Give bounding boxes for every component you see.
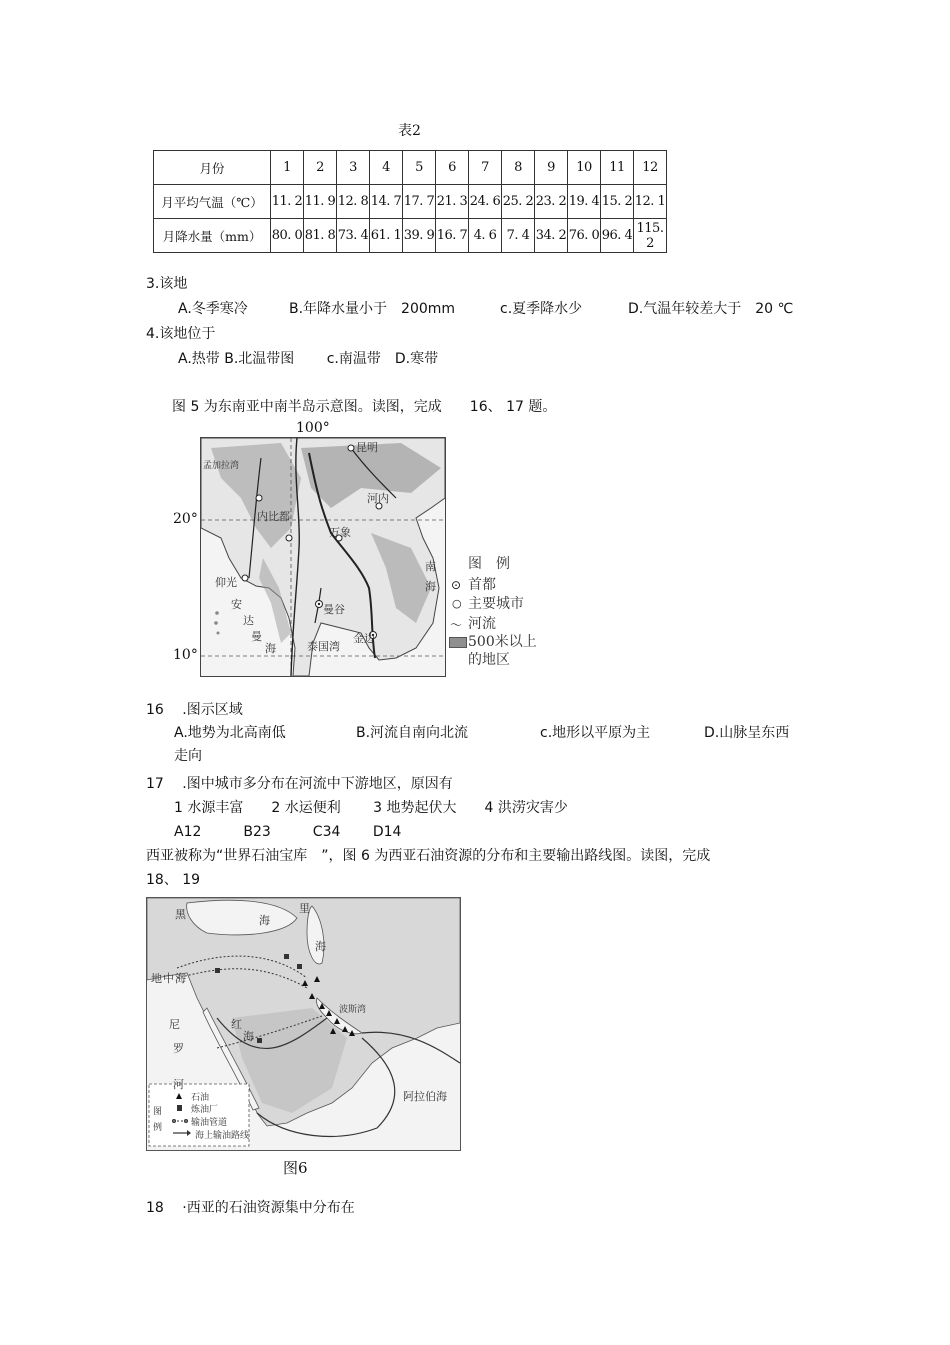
question-4-options: A.热带 B.北温带图 c.南温带 D.寒带 [178, 351, 439, 367]
question-3-option-a: A.冬季寒冷 [178, 301, 248, 317]
table-cell: 19. 4 [568, 185, 601, 219]
table-cell: 115. 2 [634, 219, 667, 253]
map5-legend-elevated: 500米以上 [468, 634, 537, 650]
city-icon: ○ [452, 597, 462, 610]
question-18-stem: 18 ·西亚的石油资源集中分布在 [146, 1200, 355, 1216]
map-label-kunming: 昆明 [356, 441, 378, 454]
map6-label-med-1: 地 [151, 972, 162, 985]
map-label-andaman-4: 海 [265, 642, 276, 655]
figure-6-caption: 图6 [283, 1159, 308, 1177]
table-header-month: 月份 [154, 151, 271, 185]
map6-label-black-sea-2: 海 [259, 914, 270, 927]
table-cell: 5 [403, 151, 436, 185]
table-cell: 61. 1 [370, 219, 403, 253]
table-caption: 表2 [398, 123, 421, 139]
figure-6-intro-2: 18、 19 [146, 872, 201, 888]
table-cell: 12 [634, 151, 667, 185]
map6-legend-pipeline: 输油管道 [191, 1118, 228, 1128]
table-cell: 11. 2 [271, 185, 304, 219]
map5-legend-capital: 首都 [468, 577, 496, 593]
map6-label-persian-gulf: 波斯湾 [339, 1005, 367, 1015]
question-16-option-b: B.河流自南向北流 [356, 725, 469, 741]
map6-legend-title-2: 例 [153, 1123, 163, 1133]
map-label-lat-10: 10° [173, 647, 198, 663]
question-17-items: 1 水源丰富 2 水运便利 3 地势起伏大 4 洪涝灾害少 [174, 800, 568, 816]
figure-6-intro: 西亚被称为“世界石油宝库 ”，图 6 为西亚石油资源的分布和主要输出路线图。读图，完成 [146, 848, 711, 864]
table-cell: 17. 7 [403, 185, 436, 219]
map6-legend-title-1: 图 [153, 1107, 163, 1117]
map-label-naypyidaw: 内比都 [257, 510, 290, 523]
map-west-asia [146, 897, 461, 1151]
table-cell: 11. 9 [304, 185, 337, 219]
table-cell: 73. 4 [337, 219, 370, 253]
table-cell: 80. 0 [271, 219, 304, 253]
question-16-option-d: D.山脉呈东西 [704, 725, 790, 741]
question-16-stem: 16 .图示区域 [146, 702, 243, 718]
map5-legend-river: 河流 [468, 616, 496, 632]
map5-legend-title: 图 例 [468, 556, 510, 572]
map-label-lat-20: 20° [173, 511, 198, 527]
table-cell: 39. 9 [403, 219, 436, 253]
table-cell: 9 [535, 151, 568, 185]
map-label-gulf-thailand: 泰国湾 [307, 640, 340, 653]
question-17-options: A12 B23 C34 D14 [174, 824, 402, 840]
table-row-precipitation [154, 219, 667, 253]
table-cell: 2 [304, 151, 337, 185]
table-row-temperature [154, 185, 667, 219]
table-cell: 15. 2 [601, 185, 634, 219]
table-cell: 76. 0 [568, 219, 601, 253]
question-16-option-d-continued: 走向 [174, 748, 202, 764]
map6-legend-sea-route: 海上输油路线 [195, 1131, 250, 1141]
question-3-option-d: D.气温年较差大于 20 ℃ [628, 301, 794, 317]
table-cell: 23. 2 [535, 185, 568, 219]
table-cell: 16. 7 [436, 219, 469, 253]
table-cell: 25. 2 [502, 185, 535, 219]
question-16-option-a: A.地势为北高南低 [174, 725, 286, 741]
map-label-longitude: 100° [296, 420, 330, 436]
map-label-hanoi: 河内 [367, 492, 389, 505]
table-cell: 6 [436, 151, 469, 185]
map-label-bay-bengal: 孟加拉湾 [203, 461, 240, 471]
table-header-temperature: 月平均气温（℃） [154, 185, 271, 219]
table-cell: 12. 8 [337, 185, 370, 219]
table-cell: 4 [370, 151, 403, 185]
map-label-bangkok: 曼谷 [323, 603, 345, 616]
table-cell: 8 [502, 151, 535, 185]
table-cell: 34. 2 [535, 219, 568, 253]
map6-label-nile-1: 尼 [169, 1018, 180, 1031]
river-icon: 〜 [450, 618, 463, 632]
map-label-andaman-2: 达 [243, 614, 254, 627]
table-cell: 96. 4 [601, 219, 634, 253]
table-cell: 12. 1 [634, 185, 667, 219]
table-cell: 10 [568, 151, 601, 185]
elevation-swatch-icon [449, 637, 467, 648]
map6-label-arabian-sea: 阿拉伯海 [403, 1090, 447, 1103]
map6-label-nile-2: 罗 [173, 1042, 184, 1055]
question-17-stem: 17 .图中城市多分布在河流中下游地区，原因有 [146, 776, 453, 792]
map5-legend-elevated-2: 的地区 [468, 652, 510, 668]
map-label-andaman-1: 安 [231, 598, 242, 611]
table-cell: 1 [271, 151, 304, 185]
table-cell: 24. 6 [469, 185, 502, 219]
table-cell: 7 [469, 151, 502, 185]
map6-label-caspian-1: 里 [299, 902, 310, 915]
capital-icon: ⊙ [451, 578, 462, 592]
table-row-months [154, 151, 667, 185]
map6-label-red-sea-2: 海 [243, 1030, 254, 1043]
map6-label-red-sea-1: 红 [231, 1018, 242, 1031]
map6-label-black-sea-1: 黑 [175, 908, 186, 921]
question-3-option-b: B.年降水量小于 200mm [289, 301, 456, 317]
map6-label-caspian-2: 海 [315, 940, 326, 953]
figure-5-intro: 图 5 为东南亚中南半岛示意图。读图，完成 16、 17 题。 [172, 399, 557, 415]
table-header-precipitation: 月降水量（mm） [154, 219, 271, 253]
map-label-phnompenh: 金边 [353, 632, 375, 645]
table-cell: 81. 8 [304, 219, 337, 253]
table-cell: 4. 6 [469, 219, 502, 253]
map6-label-med-3: 海 [175, 972, 186, 985]
map-label-south-sea-2: 海 [425, 580, 436, 593]
map6-legend-oil: 石油 [191, 1093, 210, 1103]
question-3-stem: 3.该地 [146, 276, 188, 292]
map6-label-nile-3: 河 [173, 1078, 184, 1091]
table-cell: 14. 7 [370, 185, 403, 219]
map6-legend-refinery: 炼油厂 [191, 1105, 219, 1115]
question-16-option-c: c.地形以平原为主 [540, 725, 651, 741]
map5-legend-city: 主要城市 [468, 596, 524, 612]
table-cell: 11 [601, 151, 634, 185]
map-label-south-sea-1: 南 [425, 560, 436, 573]
table-cell: 21. 3 [436, 185, 469, 219]
map6-label-med-2: 中 [163, 972, 174, 985]
table-cell: 7. 4 [502, 219, 535, 253]
table-cell: 3 [337, 151, 370, 185]
map-label-andaman-3: 曼 [251, 630, 262, 643]
climate-table [153, 150, 667, 253]
map-label-vientiane: 万象 [329, 526, 351, 539]
map-label-yangon: 仰光 [215, 576, 237, 589]
question-4-stem: 4.该地位于 [146, 326, 216, 342]
map-indochina [200, 437, 446, 677]
question-3-option-c: c.夏季降水少 [500, 301, 583, 317]
